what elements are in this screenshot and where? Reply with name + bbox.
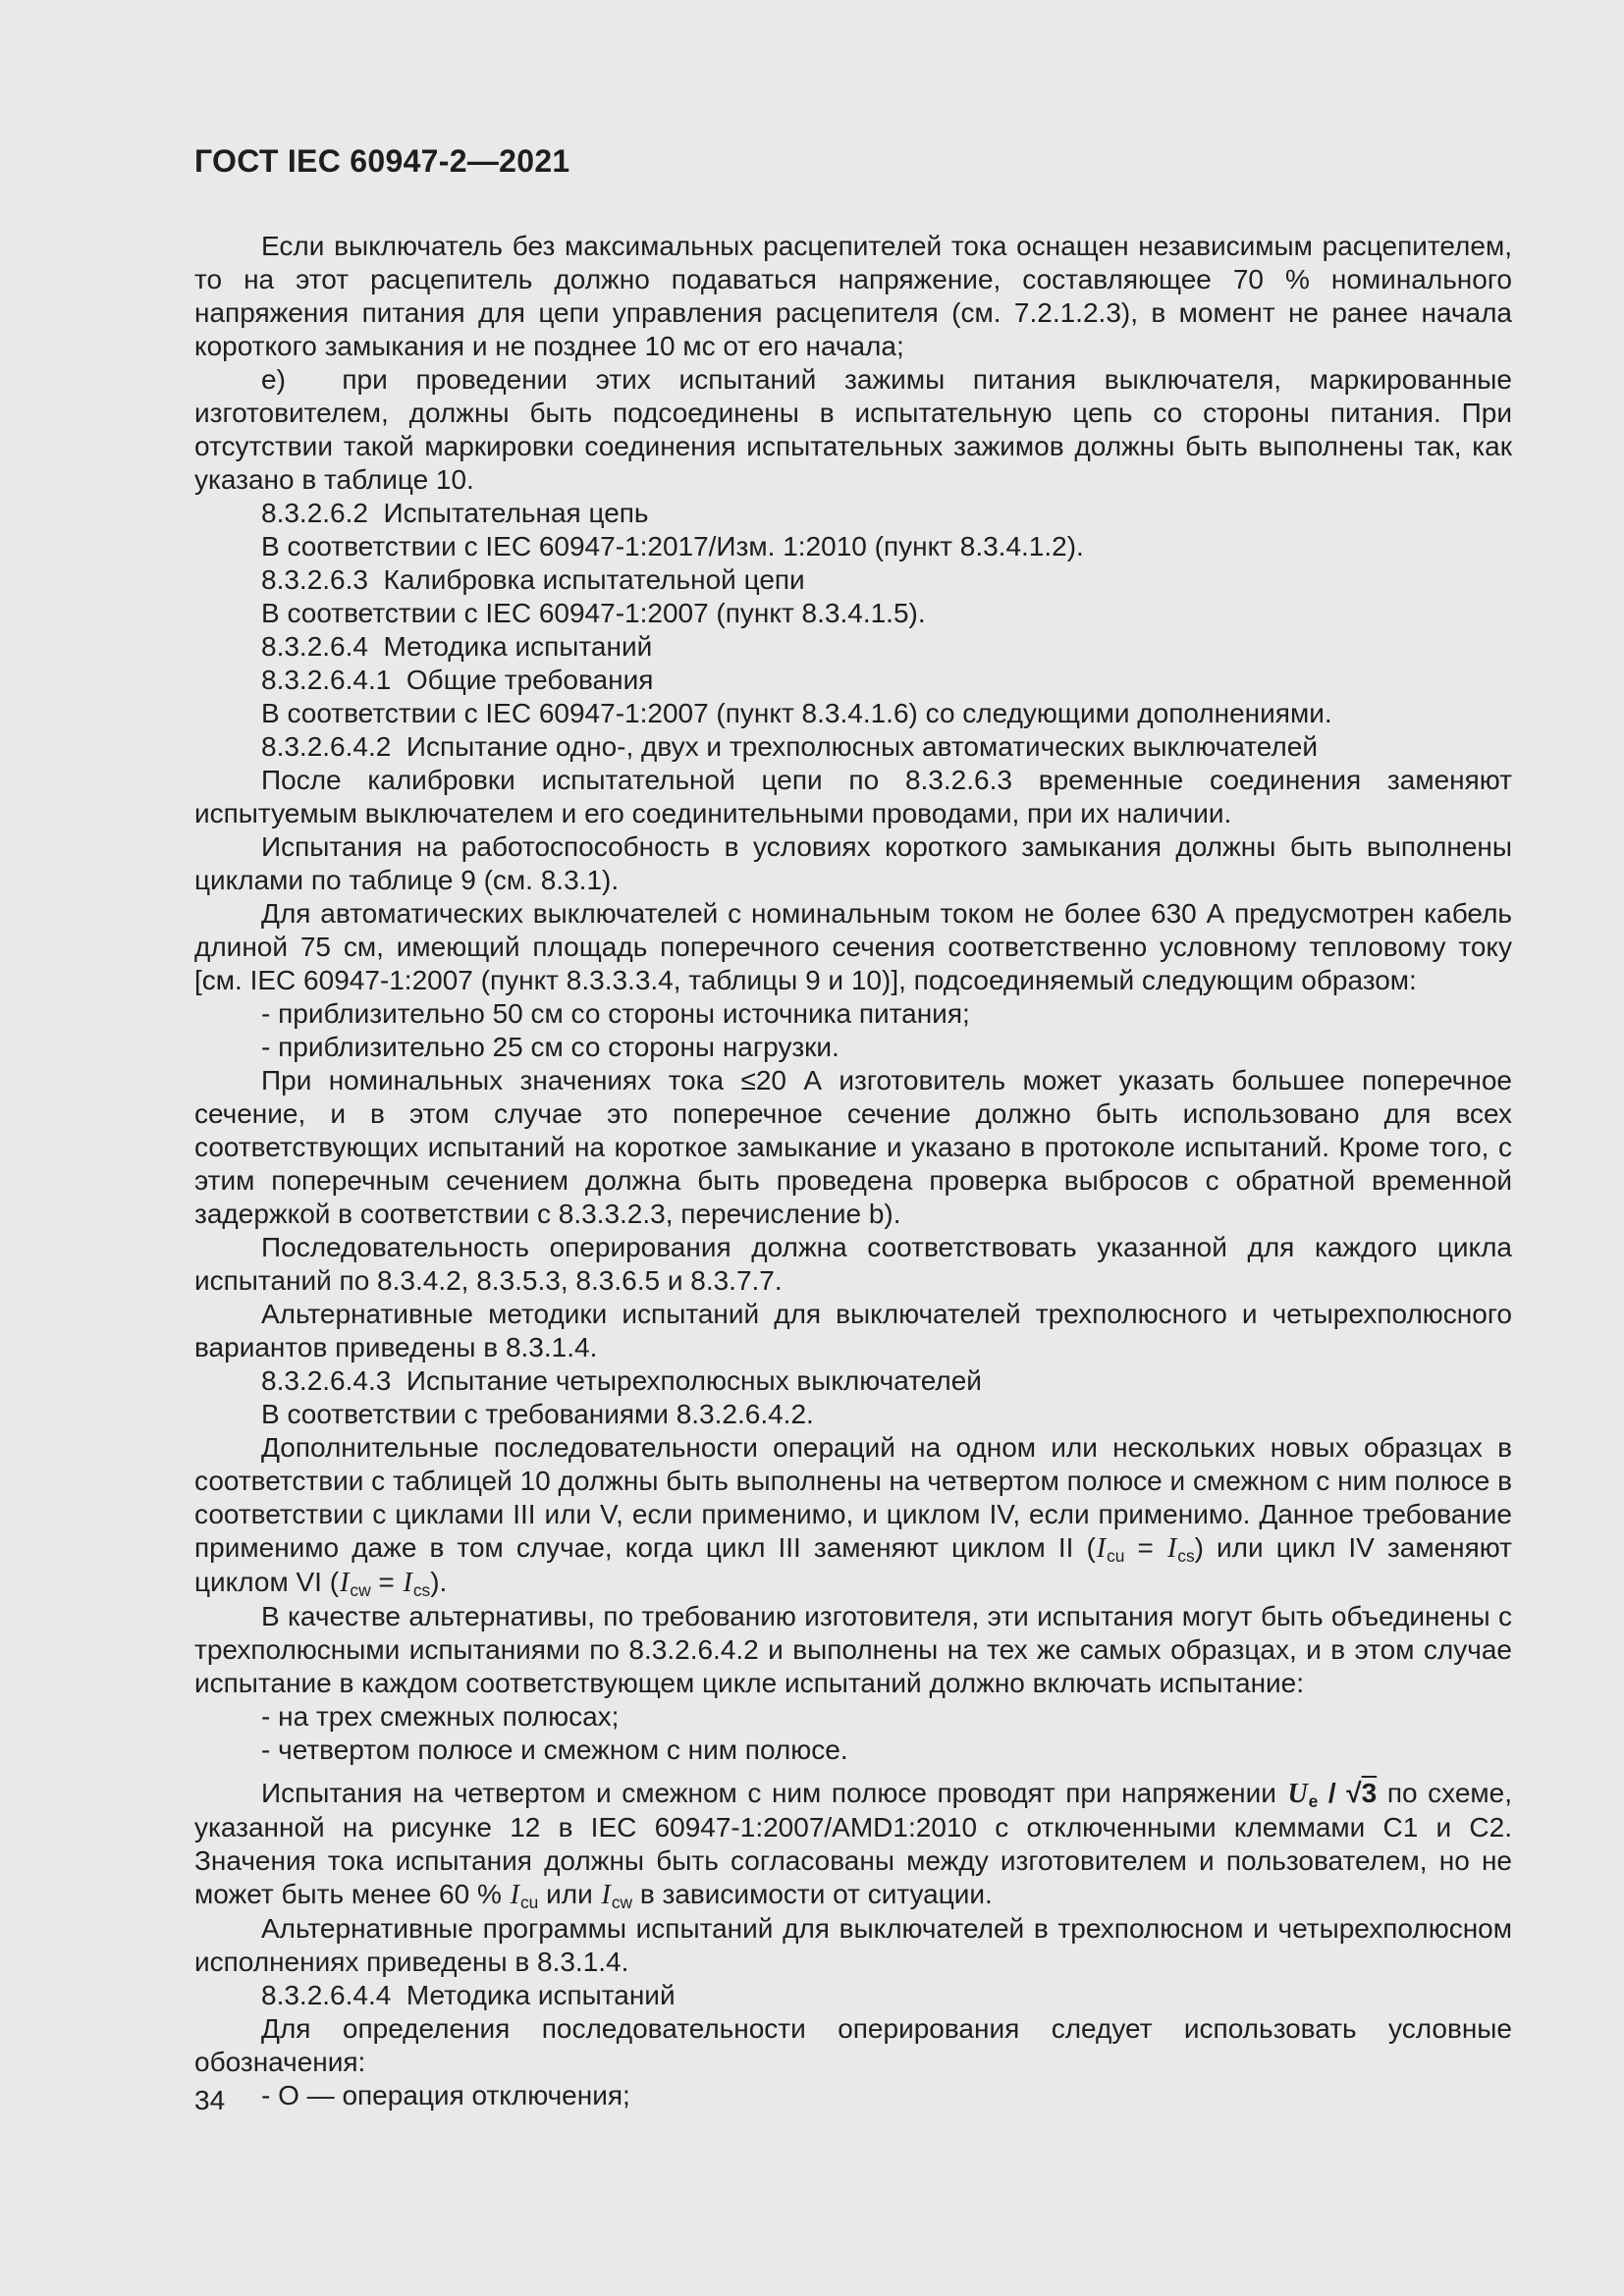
math-subscript: cs [412, 1579, 431, 1600]
text-run: 8.3.2.6.4 Методика испытаний [261, 631, 653, 662]
text-run: = [370, 1567, 403, 1597]
text-run: 8.3.2.6.4.4 Методика испытаний [261, 1980, 676, 2010]
document-header [194, 143, 570, 180]
text-run: 8.3.2.6.4.1 Общие требования [261, 665, 654, 695]
text-run: В качестве альтернативы, по требованию изготовителя, эти испытания могут быть объединены с трехполюсными испытаниями по 8.3.2.6.4.2 и выполнены на тех же самых образцах, и в этом случае испытание в каждом соответствующем цикле испытаний должно включать испытание: [194, 1601, 1512, 1698]
text-run: 8.3.2.6.3 Калибровка испытательной цепи [261, 564, 805, 595]
paragraph [194, 1979, 1512, 2012]
text-run: Испытания на работоспособность в условиях короткого замыкания должны быть выполнены циклами по таблице 9 (см. 8.3.1). [194, 831, 1512, 895]
math-subscript: cu [519, 1892, 539, 1912]
paragraph [194, 1364, 1512, 1398]
text-run: 8.3.2.6.4.2 Испытание одно-, двух и трехполюсных автоматических выключателей [261, 731, 1318, 762]
page-number: 34 [194, 2085, 226, 2115]
paragraph [194, 764, 1512, 830]
math-variable: I [601, 1880, 611, 1910]
text-run: е) при проведении этих испытаний зажимы питания выключателя, маркированные изготовителем, должны быть подсоединены в испытательную цепь со стороны питания. При отсутствии такой маркировки соединения испытательных зажимов должны быть выполнены так, как указано в таблице 10. [194, 364, 1512, 495]
text-run: или [538, 1879, 601, 1909]
paragraph [194, 997, 1512, 1031]
math-subscript: cu [1107, 1545, 1125, 1566]
paragraph [194, 497, 1512, 530]
paragraph [194, 1600, 1512, 1700]
text-run: Последовательность оперирования должна соответствовать указанной для каждого цикла испытаний по 8.3.4.2, 8.3.5.3, 8.3.6.5 и 8.3.7.7. [194, 1232, 1512, 1296]
text-run: 8.3.2.6.4.3 Испытание четырехполюсных выключателей [261, 1365, 982, 1396]
text-run: Альтернативные методики испытаний для выключателей трехполюсного и четырехполюсного вариантов приведены в 8.3.1.4. [194, 1299, 1512, 1362]
text-run: При номинальных значениях тока ≤20 А изготовитель может указать большее поперечное сечение, и в этом случае это поперечное сечение должно быть использовано для всех соответствующих испытаний на короткое замыкание и указано в протоколе испытаний. Кроме того, с этим поперечным сечением должна быть проведена проверка выбросов с обратной временной задержкой в соответствии с 8.3.3.2.3, перечисление b). [194, 1065, 1512, 1229]
math-variable: I [1096, 1533, 1107, 1564]
sqrt-expression: √3 [1346, 1778, 1378, 1808]
math-subscript: cs [1177, 1545, 1195, 1566]
text-run: Дополнительные последовательности операций на одном или нескольких новых образцах в соответствии с таблицей 10 должны быть выполнены на четвертом полюсе и смежном с ним полюсе в соответствии с циклами III или V, если применимо, и циклом IV, если применимо. Данное требование применимо даже в том случае, когда цикл III заменяют циклом II ( [194, 1432, 1512, 1563]
math-variable: I [340, 1568, 350, 1598]
paragraph [194, 1734, 1512, 1767]
paragraph [194, 1064, 1512, 1231]
paragraph [194, 363, 1512, 497]
text-run: - приблизительно 50 см со стороны источника питания; [261, 998, 970, 1029]
text-run: / [1318, 1778, 1347, 1808]
text-run: по схеме, указанной на рисунке 12 в IEC 60947-1:2007/AMD1:2010 с отключенными клеммами C1 и C2. Значения тока испытания должны быть согласованы между изготовителем и пользователем, но не может быть менее 60 % [194, 1778, 1512, 1909]
paragraph [194, 1031, 1512, 1064]
text-run: - четвертом полюсе и смежном с ним полюсе. [261, 1735, 848, 1765]
text-run: Для определения последовательности оперирования следует использовать условные обозначения: [194, 2013, 1512, 2077]
text-run: в зависимости от ситуации. [632, 1879, 993, 1909]
paragraph [194, 597, 1512, 630]
paragraph [194, 530, 1512, 563]
paragraph [194, 230, 1512, 363]
paragraph [194, 664, 1512, 697]
paragraph [194, 1231, 1512, 1298]
text-run: - на трех смежных полюсах; [261, 1701, 620, 1732]
math-subscript: cw [350, 1579, 371, 1600]
standard-designation: ГОСТ IEC 60947-2—2021 [194, 143, 570, 179]
text-run: - О — операция отключения; [261, 2080, 630, 2110]
text-run: = [1124, 1532, 1166, 1563]
text-run: В соответствии с IEC 60947-1:2017/Изм. 1:2010 (пункт 8.3.4.1.2). [261, 531, 1084, 561]
math-variable: I [1166, 1533, 1177, 1564]
math-variable: U [1287, 1779, 1308, 1809]
text-run: В соответствии с IEC 60947-1:2007 (пункт 8.3.4.1.5). [261, 598, 926, 628]
text-run: Для автоматических выключателей с номинальным током не более 630 А предусмотрен кабель длиной 75 см, имеющий площадь поперечного сечения соответственно условному тепловому току [см. IEC 60947-1:2007 (пункт 8.3.3.3.4, таблицы 9 и 10)], подсоединяемый следующим образом: [194, 898, 1512, 995]
document-footer [194, 2085, 225, 2116]
text-run: Испытания на четвертом и смежном с ним полюсе проводят при напряжении [261, 1778, 1287, 1808]
paragraph [194, 730, 1512, 764]
text-run: Альтернативные программы испытаний для выключателей в трехполюсном и четырехполюсном исполнениях приведены в 8.3.1.4. [194, 1913, 1512, 1977]
paragraph [194, 697, 1512, 730]
paragraph [194, 1298, 1512, 1364]
text-run: 8.3.2.6.2 Испытательная цепь [261, 498, 649, 528]
paragraph [194, 1912, 1512, 1979]
text-run: ). [430, 1567, 448, 1597]
text-run: После калибровки испытательной цепи по 8.3.2.6.3 временные соединения заменяют испытуемым выключателем и его соединительными проводами, при их наличии. [194, 765, 1512, 828]
document-body [194, 230, 1512, 2112]
text-run: В соответствии с IEC 60947-1:2007 (пункт 8.3.4.1.6) со следующими дополнениями. [261, 698, 1332, 728]
math-subscript: cw [611, 1892, 633, 1912]
text-run: - приблизительно 25 см со стороны нагрузки. [261, 1032, 839, 1062]
text-run: В соответствии с требованиями 8.3.2.6.4.2. [261, 1399, 814, 1429]
paragraph [194, 897, 1512, 997]
paragraph [194, 1777, 1512, 1912]
paragraph [194, 630, 1512, 664]
paragraph [194, 1700, 1512, 1734]
paragraph [194, 830, 1512, 897]
paragraph [194, 1398, 1512, 1431]
paragraph [194, 1431, 1512, 1600]
paragraph [194, 2079, 1512, 2112]
paragraph [194, 2012, 1512, 2079]
text-run: Если выключатель без максимальных расцепителей тока оснащен независимым расцепителем, то на этот расцепитель должно подаваться напряжение, составляющее 70 % номинального напряжения питания для цепи управления расцепителя (см. 7.2.1.2.3), в момент не ранее начала короткого замыкания и не позднее 10 мс от его начала; [194, 231, 1512, 361]
math-variable: I [403, 1568, 412, 1598]
paragraph [194, 563, 1512, 597]
math-subscript: e [1308, 1790, 1319, 1811]
text-run: ) или цикл IV заменяют циклом VI ( [194, 1532, 1512, 1597]
sqrt-radicand: 3 [1361, 1778, 1378, 1808]
math-variable: I [510, 1880, 519, 1910]
